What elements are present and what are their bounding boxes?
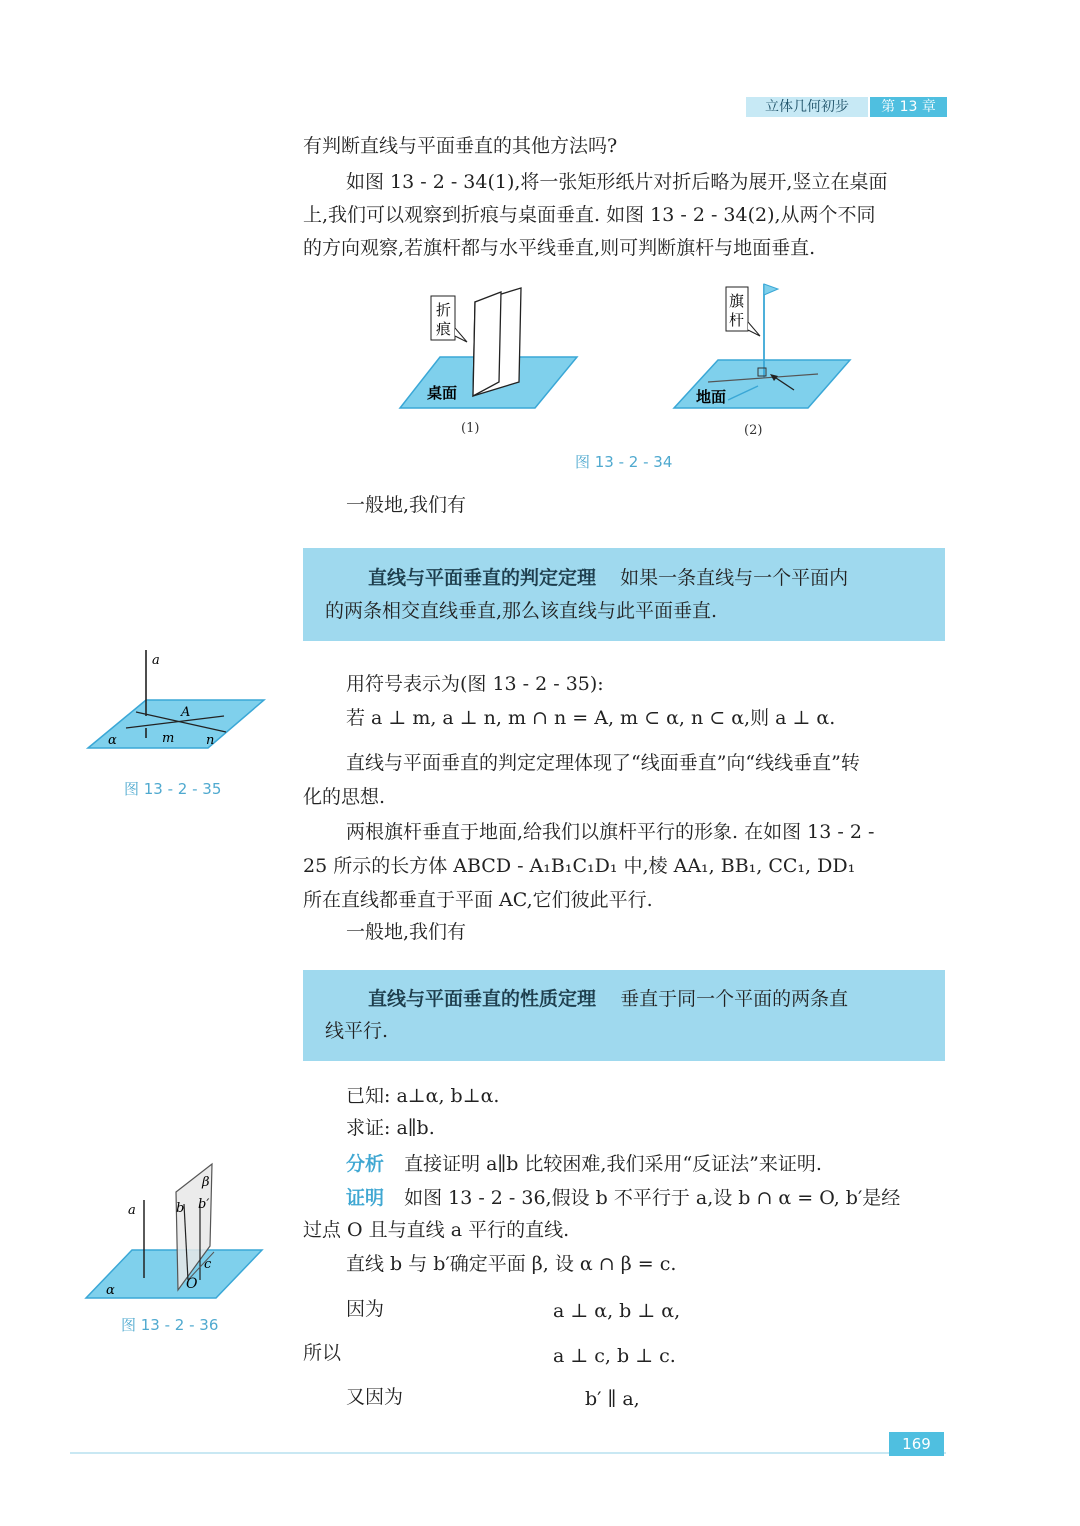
symbolic-statement: 若 a ⊥ m, a ⊥ n, m ∩ n = A, m ⊂ α, n ⊂ α,则 a ⊥ α. — [346, 707, 836, 729]
proof-line-2: 过点 O 且与直线 a 平行的直线. — [303, 1219, 570, 1241]
intro-line-3: 上,我们可以观察到折痕与桌面垂直. 如图 13 - 2 - 34(2),从两个不同 — [303, 204, 876, 226]
theorem-judgement-text-b: 的两条相交直线垂直,那么该直线与此平面垂直. — [325, 600, 718, 622]
step-1-word: 因为 — [346, 1298, 385, 1320]
pole-label-top: 旗 — [729, 292, 745, 310]
step-3-expr: b′ ∥ a, — [585, 1388, 640, 1410]
prove-statement: 求证: a∥b. — [346, 1117, 435, 1139]
desk-label: 桌面 — [427, 384, 458, 402]
symbolic-intro: 用符号表示为(图 13 - 2 - 35): — [346, 673, 604, 695]
figure-34-flagpole — [668, 282, 858, 412]
crease-label-top: 折 — [436, 301, 452, 319]
ground-label: 地面 — [696, 388, 727, 406]
intro-question: 有判断直线与平面垂直的其他方法吗? — [303, 135, 618, 157]
step-1-expr: a ⊥ α, b ⊥ α, — [553, 1300, 681, 1322]
fig35-label-m: m — [162, 731, 175, 746]
footer-rule — [70, 1452, 946, 1454]
intro-line-4: 的方向观察,若旗杆都与水平线垂直,则可判断旗杆与地面垂直. — [303, 237, 816, 259]
step-2-expr: a ⊥ c, b ⊥ c. — [553, 1345, 676, 1367]
step-3-word: 又因为 — [346, 1386, 404, 1408]
step-2-word: 所以 — [303, 1342, 342, 1364]
given-statement: 已知: a⊥α, b⊥α. — [346, 1085, 500, 1107]
fig36-label-b: b — [176, 1201, 185, 1216]
figure-34-folded-paper — [395, 284, 585, 414]
proof-line-3: 直线 b 与 b′确定平面 β, 设 α ∩ β = c. — [346, 1253, 677, 1275]
intro-line-2: 如图 13 - 2 - 34(1),将一张矩形纸片对折后略为展开,竖立在桌面 — [346, 171, 888, 193]
theorem-property-text-a: 垂直于同一个平面的两条直 — [620, 988, 849, 1010]
theorem-property-name: 直线与平面垂直的性质定理 — [368, 988, 597, 1010]
page-number: 169 — [889, 1432, 944, 1456]
figure-36-two-perpendicular-lines — [84, 1160, 266, 1302]
header-chapter-badge: 第 13 章 — [870, 97, 947, 117]
fig35-label-alpha: α — [108, 733, 117, 748]
fig36-label-b-prime: b′ — [198, 1197, 210, 1212]
crease-label-bottom: 痕 — [436, 320, 452, 338]
general-statement-1: 一般地,我们有 — [346, 494, 467, 516]
proof-line-1: 如图 13 - 2 - 36,假设 b 不平行于 a,设 b ∩ α = O, b′是经 — [404, 1187, 901, 1209]
flagpoles-line-3: 所在直线都垂直于平面 AC,它们彼此平行. — [303, 889, 653, 911]
fig35-label-a: a — [152, 653, 160, 668]
analysis-text: 直接证明 a∥b 比较困难,我们采用“反证法”来证明. — [404, 1153, 822, 1175]
flagpoles-line-2: 25 所示的长方体 ABCD - A₁B₁C₁D₁ 中,棱 AA₁, BB₁, CC₁, DD₁ — [303, 855, 856, 877]
figure-34-caption: 图 13 - 2 - 34 — [575, 453, 673, 471]
theorem-property-text-b: 线平行. — [325, 1020, 389, 1042]
fig35-label-n: n — [206, 733, 215, 748]
theorem-judgement-name: 直线与平面垂直的判定定理 — [368, 567, 597, 589]
fig36-label-c: c — [204, 1257, 212, 1272]
theorem-property-box — [303, 970, 945, 1061]
fig35-label-A: A — [181, 705, 191, 720]
analysis-label: 分析 — [346, 1153, 385, 1175]
embody-line-2: 化的思想. — [303, 786, 386, 808]
pole-label-bottom: 杆 — [729, 311, 745, 329]
proof-label: 证明 — [346, 1187, 385, 1209]
fig36-label-O: O — [186, 1276, 198, 1292]
theorem-judgement-text-a: 如果一条直线与一个平面内 — [620, 567, 849, 589]
fig36-label-beta: β — [202, 1175, 210, 1190]
header-book-title: 立体几何初步 — [746, 97, 868, 117]
fig36-label-alpha: α — [106, 1283, 115, 1298]
theorem-judgement-box — [303, 548, 945, 641]
figure-34-sub1-label: (1) — [461, 421, 480, 436]
figure-35-caption: 图 13 - 2 - 35 — [124, 780, 222, 798]
figure-34-sub2-label: (2) — [744, 423, 763, 438]
flagpoles-line-1: 两根旗杆垂直于地面,给我们以旗杆平行的形象. 在如图 13 - 2 - — [346, 821, 875, 843]
general-statement-2: 一般地,我们有 — [346, 921, 467, 943]
fig36-label-a: a — [128, 1203, 136, 1218]
embody-line-1: 直线与平面垂直的判定定理体现了“线面垂直”向“线线垂直”转 — [346, 752, 860, 774]
figure-35-line-perpendicular-plane — [86, 648, 268, 752]
figure-36-caption: 图 13 - 2 - 36 — [121, 1316, 219, 1334]
